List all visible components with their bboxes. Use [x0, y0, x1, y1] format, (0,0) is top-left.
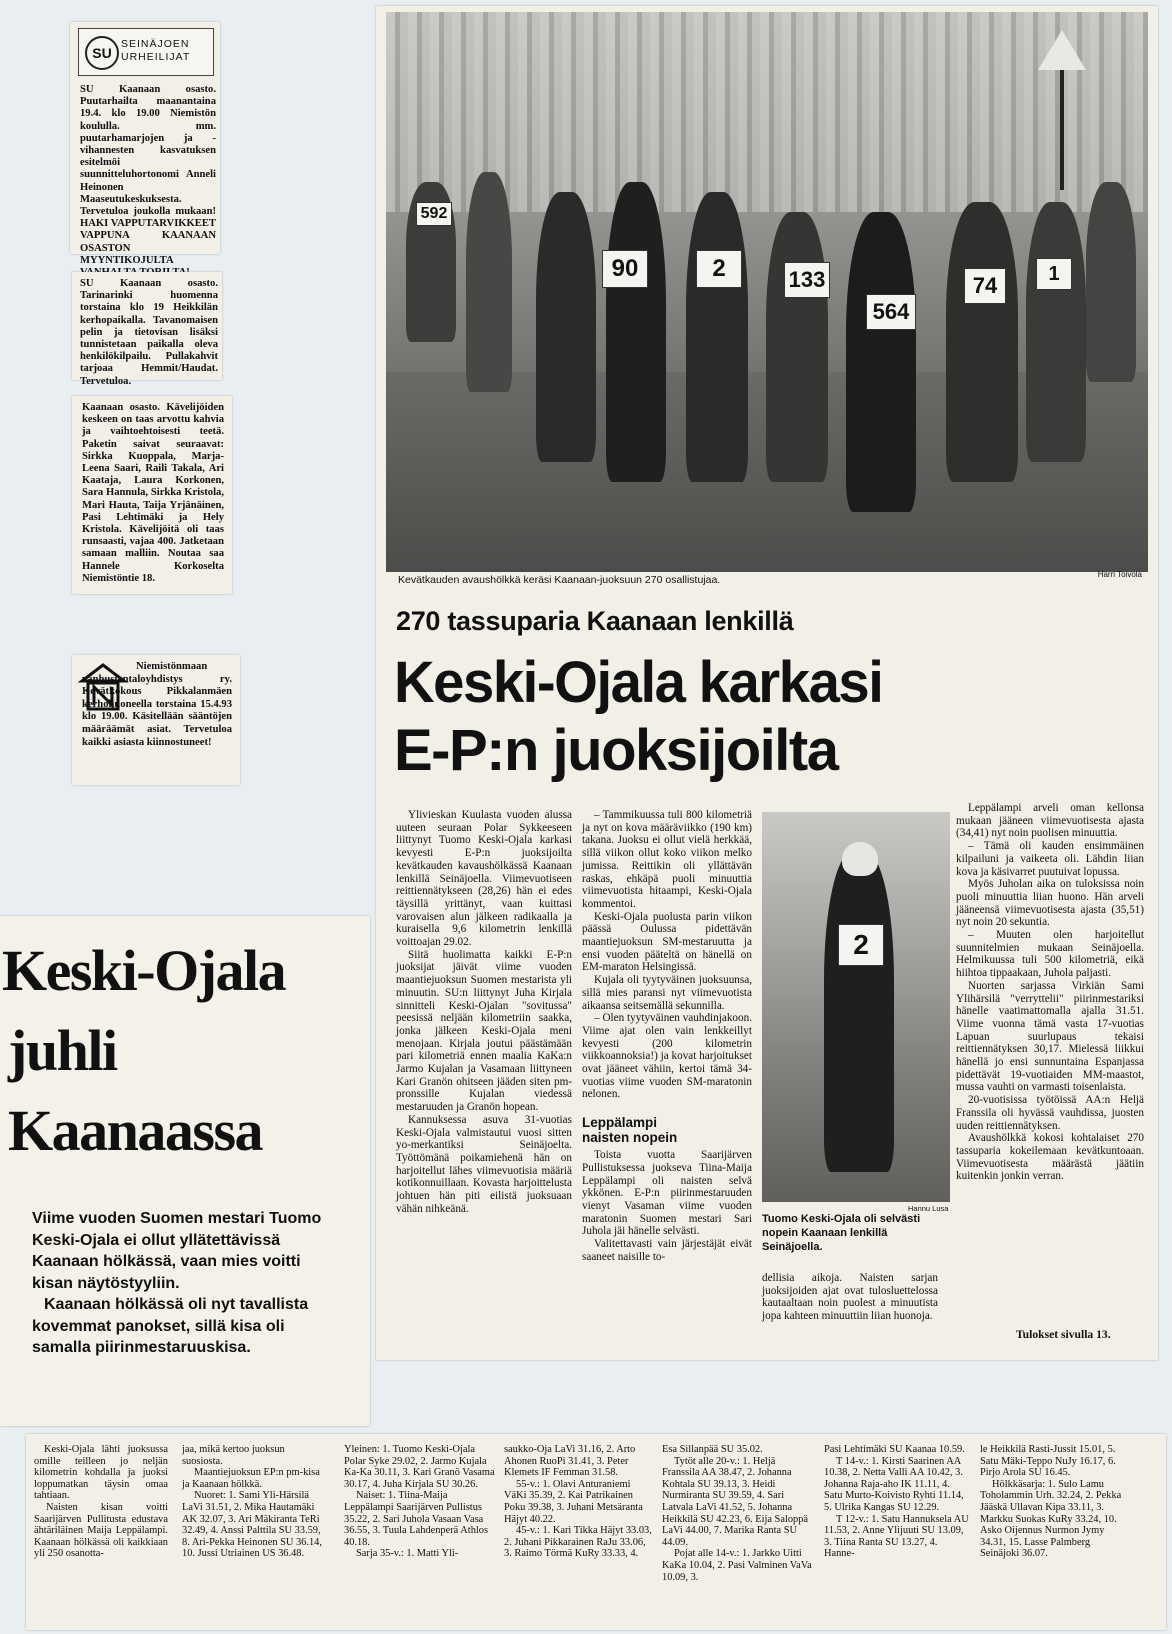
article-column-2 [582, 809, 752, 1264]
paragraph: 20-vuotisissa työtöissä AA:n Heljä Franssila oli hyvässä vauhdissa, juosten uuden reittiennätyksen. [956, 1094, 1144, 1132]
notice-text: Niemistönmaan vanhustentaloyhdistys ry. Kevätkokous Pikkalanmäen kerhohuoneella torstaina 15.4.93 klo 19.00. Käsitellään sääntöjen määräämät asiat. Tervetuloa kaikki asiasta kiinnostuneet! [82, 661, 232, 748]
bib: 2 [696, 250, 742, 288]
paragraph: Nuorten sarjassa Virkiän Sami Ylihärsilä "verryttelii" piirinmestariksi hänelle vaatimattomalla ajalla 31.51. Viime vuonna tämä vasta 17-vuotias Lapuan suurlupaus tekaisi reittiennätyksen 30,17. Mielessä liikkui hänellä jo ensi sunnuntaina Espanjassa pidettävät 19-vuotiaiden MM-maastot, mussa vauhti on varmasti toisenlaista. [956, 979, 1144, 1094]
paragraph: Naiset: 1. Tiina-Maija Leppälampi Saarijärven Pullistus 35.22, 2. Sari Juhola Vasaan Vasa 36.55, 3. Tuula Lahdenperä Athlos 40.18. [344, 1490, 489, 1548]
paragraph: Pasi Lehtimäki SU Kaanaa 10.59. [824, 1444, 965, 1455]
results-column-7 [980, 1444, 1130, 1560]
notice-text: Kaanaan osasto. Kävelijöiden keskeen on taas arvottu kahvia ja vaihtoehtoisesti teetä. Paketin saivat seuraavat: Sirkka Kuoppala, Marja-Leena Saari, Raili Takala, Ari Kaataja, Laura Korkonen, Sara Hannula, Sirkka Kristola, Mari Hauta, Taija Yrjänäinen, Pasi Lehtimäki ja Hely Kristola. Kävelijöitä oli taas runsaasti, vajaa 400. Jatketaan samaan malliin. Noutaa saa Hannele Korkoselta Niemistöntie 18. [82, 402, 224, 584]
paragraph: Myös Juholan aika on tuloksissa noin puoli minuuttia liian huono. Hän arveli jääneensä viimevuotisesta ajasta (35,51) nyt noin 20 sekuntia. [956, 878, 1144, 929]
inset-photo-credit: Hannu Lusa [908, 1204, 949, 1213]
second-headline-line-2: juhli [8, 1018, 117, 1083]
photo-caption: Kevätkauden avaushölkkä keräsi Kaanaan-juoksuun 270 osallistujaa. [398, 574, 721, 586]
paragraph: Esa Sillanpää SU 35.02. [662, 1444, 763, 1455]
notice-clipping-1 [70, 22, 220, 266]
kicker-headline: 270 tassuparia Kaanaan lenkillä [396, 606, 794, 636]
notice-clipping-2 [72, 272, 222, 387]
paragraph: – Olen tyytyväinen vauhdinjakoon. Viime ajat olen vain lenkkeillyt kevyesti (200 kilometrin viikkoannoksia!) ja kovat harjoitukset ovat jääneet vähiin, kertoi tämä 34-vuotias viime vuoden SM-maratonin nelonen. [582, 1012, 752, 1101]
paragraph: T 12-v.: 1. Satu Hannuksela AU 11.53, 2. Anne Ylijuuti SU 13.09, 3. Tiina Ranta SU 13.27, 4. Hanne- [824, 1513, 969, 1560]
photo-credit: Harri Toivola [1097, 570, 1142, 579]
paragraph: Viime vuoden Suomen mestari Tuomo Keski-Ojala ei ollut yllätettävissä Kaanaan hölkässä, vaan mies voitti kisan näytöstyyliin. [32, 1210, 322, 1292]
bib: 592 [416, 202, 452, 226]
second-article-clipping [0, 916, 370, 1426]
results-column-1 [34, 1444, 168, 1560]
paragraph: T 14-v.: 1. Kirsti Saarinen AA 10.38, 2. Netta Valli AA 10.42, 3. Johanna Raja-aho IK 11.11, 4. Satu Murto-Koivisto Ryhti 11.14, 5. Ulrika Kangas SU 12.29. [824, 1455, 964, 1513]
article-text [396, 809, 572, 1216]
paragraph: Valitettavasti vain järjestäjät eivät saaneet naisille to- [582, 1238, 752, 1263]
article-column-3-continued [762, 1272, 938, 1323]
paragraph: – Tammikuussa tuli 800 kilometriä ja nyt on kova määräviikko (190 km) takana. Juoksu ei ollut vielä herkkää, sillä viikon ollut koko viikon melko jumissa. Reittikin oli yllättävän raskas, ehkäpä puoli minuuttia viimevuotista hitaampi, Keski-Ojala kommentoi. [582, 809, 752, 910]
continued-note: Tulokset sivulla 13. [1016, 1328, 1111, 1341]
seinajoen-urheilijat-logo [78, 28, 214, 76]
article-text: dellisia aikoja. Naisten sarjan juoksijoiden ajat ovat tulosluettelossa kautaaltaan noin puolest a minuutista jopa kahteen minuuttiin liian huonoja. [762, 1272, 938, 1323]
main-headline-line-2: E-P:n juoksijoilta [394, 718, 838, 783]
inset-photo-caption: Tuomo Keski-Ojala oli selvästi nopein Kaanaan lenkillä Seinäjoella. [762, 1213, 921, 1253]
paragraph: Naisten kisan voitti Saarijärven Pullitusta edustava ähtäriläinen Maija Leppälampi. Kaanaan hölkässä oli kaikkiaan yli 250 osanotta- [34, 1501, 168, 1560]
paragraph: Hölkkäsarja: 1. Sulo Lamu Toholammin Urh. 32.24, 2. Pekka Jääskä Ullavan Kipa 33.11, 3. Markku Suokas KuRy 33.24, 10. Asko Oijennus Nurmon Jymy 34.31, 15. Lasse Palmberg Seinäjoki 36.07. [980, 1478, 1122, 1560]
second-lead [32, 1208, 322, 1359]
article-text [582, 1149, 752, 1263]
results-column-2 [182, 1444, 328, 1560]
notice-text: SU Kaanaan osasto. Tarinarinki huomenna torstaina klo 19 Heikkilän kerhopaikalla. Tavanomaisen pelin ja tietovisan lisäksi tunnistetaan paikalla oleva henkilökilpailu. Pullakahvit tarjoaa Hemmit/Haudat. Tervetuloa. [80, 278, 218, 387]
paragraph: saukko-Oja LaVi 31.16, 2. Arto Ahonen RuoPi 31.41, 3. Peter Klemets IF Femman 31.58. [504, 1444, 636, 1479]
paragraph: Kannuksessa asuva 31-vuotias Keski-Ojala valmistautui vuosi sitten yo-merkantiksi Seinäjoelta. Työttömänä poikamiehenä hän on harjoitellut lähes viimevuotisia määriä kotikonnuillaan. Kovasta harjoittelusta johtuen hän piti eilistä juoksuaan vähän nihkeänä. [396, 1113, 572, 1215]
second-headline-line-1: Keski-Ojala [2, 938, 286, 1003]
second-headline-line-3: Kaanaassa [8, 1098, 263, 1163]
subheading: Leppälampi naisten nopein [582, 1115, 678, 1146]
main-article-clipping [376, 6, 1158, 1360]
paragraph: 55-v.: 1. Olavi Anturaniemi VäKi 35.39, 2. Kai Patrikainen Poku 39.38, 3. Juhani Metsäranta Häjyt 40.22. [504, 1478, 643, 1525]
paragraph: Avaushölkkä kokosi kohtalaiset 270 tassuparia kokeilemaan kevätkuntoaan. Viimevuotisesta määrästä jäätiin kuitenkin jonkin verran. [956, 1132, 1144, 1183]
paragraph: Kujala oli tyytyväinen juoksuunsa, sillä mies paransi nyt viimevuotista aikaansa seitsemällä sekunnilla. [582, 974, 752, 1012]
bib: 133 [784, 262, 830, 298]
paragraph: jaa, mikä kertoo juoksun suosiosta. [182, 1444, 285, 1467]
paragraph: Keski-Ojala puolusta parin viikon päässä Oulussa pidettävän maantiejuoksun SM-mestaruutta ja ensi vuoden pääteltä on hänellä on EM-maraton Helsingissä. [582, 910, 752, 974]
article-column-4 [956, 802, 1144, 1183]
bib: 2 [838, 924, 884, 966]
paragraph: Siitä huolimatta kaikki E-P:n juoksijat jäivät viime vuoden maantiejuoksun Suomen mestarista yli minuutin. SU:n liittynyt Juha Kirjala sinnitteli Keski-Ojalan "sovitussa" peesissä neljään kilometriin saakka, jonka jälkeen Keski-Ojala meni menojaan. Kirjala joutui päästämään pari kilometriä ennen maalia KaKa:n Jarmo Kujalan ja Vasamaan liittyneen Kari Granön ohitseen jääden siten pm-pronssille Kujalan viedessä mestaruuden ja Granön hopean. [396, 948, 572, 1114]
road-sign-icon [1038, 30, 1086, 70]
paragraph: Sarja 35-v.: 1. Matti Yli- [356, 1548, 459, 1560]
bib: 90 [602, 250, 648, 288]
notice-clipping-4 [72, 655, 240, 785]
bib: 74 [964, 268, 1006, 304]
bib: 1 [1036, 258, 1072, 290]
paragraph: Tytöt alle 20-v.: 1. Heljä Franssila AA 38.47, 2. Johanna Kohtala SU 39.13, 3. Heidi Nurmiranta SU 39.59, 4. Sari Latvala LaVi 41.52, 5. Johanna Heikkilä SU 42.23, 6. Eija Saloppä LaVi 44.00, 7. Marika Ranta SU 44.09. [662, 1455, 809, 1548]
inset-runner-photo [762, 812, 950, 1202]
paragraph: Nuoret: 1. Sami Yli-Härsilä LaVi 31.51, 2. Mika Hautamäki AK 32.07, 3. Ari Mäkiranta TeRi 32.49, 4. Anssi Palttila SU 33.59, 8. Ari-Pekka Heinonen SU 36.14, 10. Jussi Utriainen US 36.48. [182, 1490, 322, 1560]
notice-text: SU Kaanaan osasto. Puutarhailta maanantaina 19.4. klo 19.00 Niemistön koululla. mm. puutarhamarjojen ja -vihannesten kasvatuksen esitelmöi suunnitteluhortonomi Anneli Heinonen Maaseutukeskuksesta. Tervetuloa joukolla mukaan! HAKI VAPPUTARVIKKEET VAPPUNA KAANAAN OSASTON MYYNTIKOJULTA [80, 84, 216, 266]
paragraph: Leppälampi arveli oman kellonsa mukaan jääneen viimevuotisesta ajasta (34,41) nyt noin puolisen minuuttia. [956, 802, 1144, 840]
paragraph: le Heikkilä Rasti-Jussit 15.01, 5. Satu Mäki-Teppo NuJy 16.17, 6. Pirjo Arola SU 16.45. [980, 1444, 1116, 1479]
results-column-4 [504, 1444, 652, 1560]
results-column-3 [344, 1444, 496, 1560]
paragraph: – Muuten olen harjoitellut suunnitelmien mukaan Seinäjoella. Helmikuussa tuli 500 kilometriä, eikä hiihtoa tippaakaan, Juhola paljasti. [956, 929, 1144, 980]
race-photo [386, 12, 1148, 570]
article-column-1 [396, 809, 572, 1216]
paragraph: Pojat alle 14-v.: 1. Jarkko Uitti KaKa 10.04, 2. Pasi Valminen VaVa 10.09, 3. [662, 1548, 812, 1583]
paragraph: 45-v.: 1. Kari Tikka Häjyt 33.03, 2. Juhani Pikkarainen RaJu 33.06, 3. Raimo Törmä KuRy 33.33, 4. [504, 1525, 652, 1560]
paragraph: Yleinen: 1. Tuomo Keski-Ojala Polar Syke 29.02, 2. Jarmo Kujala Ka-Ka 30.11, 3. Kari Granö Vasama 30.17, 4. Juha Kirjala SU 30.26. [344, 1444, 495, 1490]
results-column-5 [662, 1444, 812, 1583]
bib: 564 [866, 294, 916, 330]
results-column-6 [824, 1444, 970, 1560]
article-text [956, 802, 1144, 1183]
paragraph: Ylivieskan Kuulasta vuoden alussa uuteen seuraan Polar Sykkeeseen liittynyt Tuomo Keski-Ojala karkasi kevyesti E-P:n juoksijoilta kevätkauden kavaushölkässä Kaanaan lenkillä Seinäjoella. Viimevuotiseen reittiennätykseen (28,26) hän ei edes täysillä yrittänyt, vaan kuittasi varovaisen alun jälkeen radikaalla ja kuraisella 9,6 kilometrin lenkillä voittoajan 29.02. [396, 809, 572, 949]
paragraph: Keski-Ojala lähti juoksussa omille teilleen jo neljän kilometrin kohdalla ja juoksi loppumatkan täysin omaa tahtiaan. [34, 1444, 168, 1502]
paragraph: Toista vuotta Saarijärven Pullistuksessa juokseva Tiina-Maija Leppälampi oli naisten selvä ykkönen. E-P:n piirinmestaruuden vienyt Vasaman viime vuoden maratonin Suomen mestari Sari Juhola jäi hänelle selvästi. [582, 1149, 752, 1238]
paragraph: – Tämä oli kauden ensimmäinen kilpailuni ja vaikeeta oli. Lähdin liian kova ja käsivarret puutuivat lopussa. [956, 840, 1144, 878]
logo-text: SEINÄJOEN URHEILIJAT [121, 38, 191, 63]
su-emblem-icon: SU [85, 36, 119, 70]
main-headline-line-1: Keski-Ojala karkasi [394, 650, 883, 715]
notice-clipping-3 [72, 396, 232, 594]
results-strip [26, 1434, 1166, 1630]
paragraph: Maantiejuoksun EP:n pm-kisa ja Kaanaan hölkkä. [182, 1467, 320, 1490]
article-text [582, 809, 752, 1101]
paragraph: Kaanaan hölkässä oli nyt tavallista kovemmat panokset, sillä kisa oli samalla piirinmestaruuskisa. [32, 1296, 309, 1356]
